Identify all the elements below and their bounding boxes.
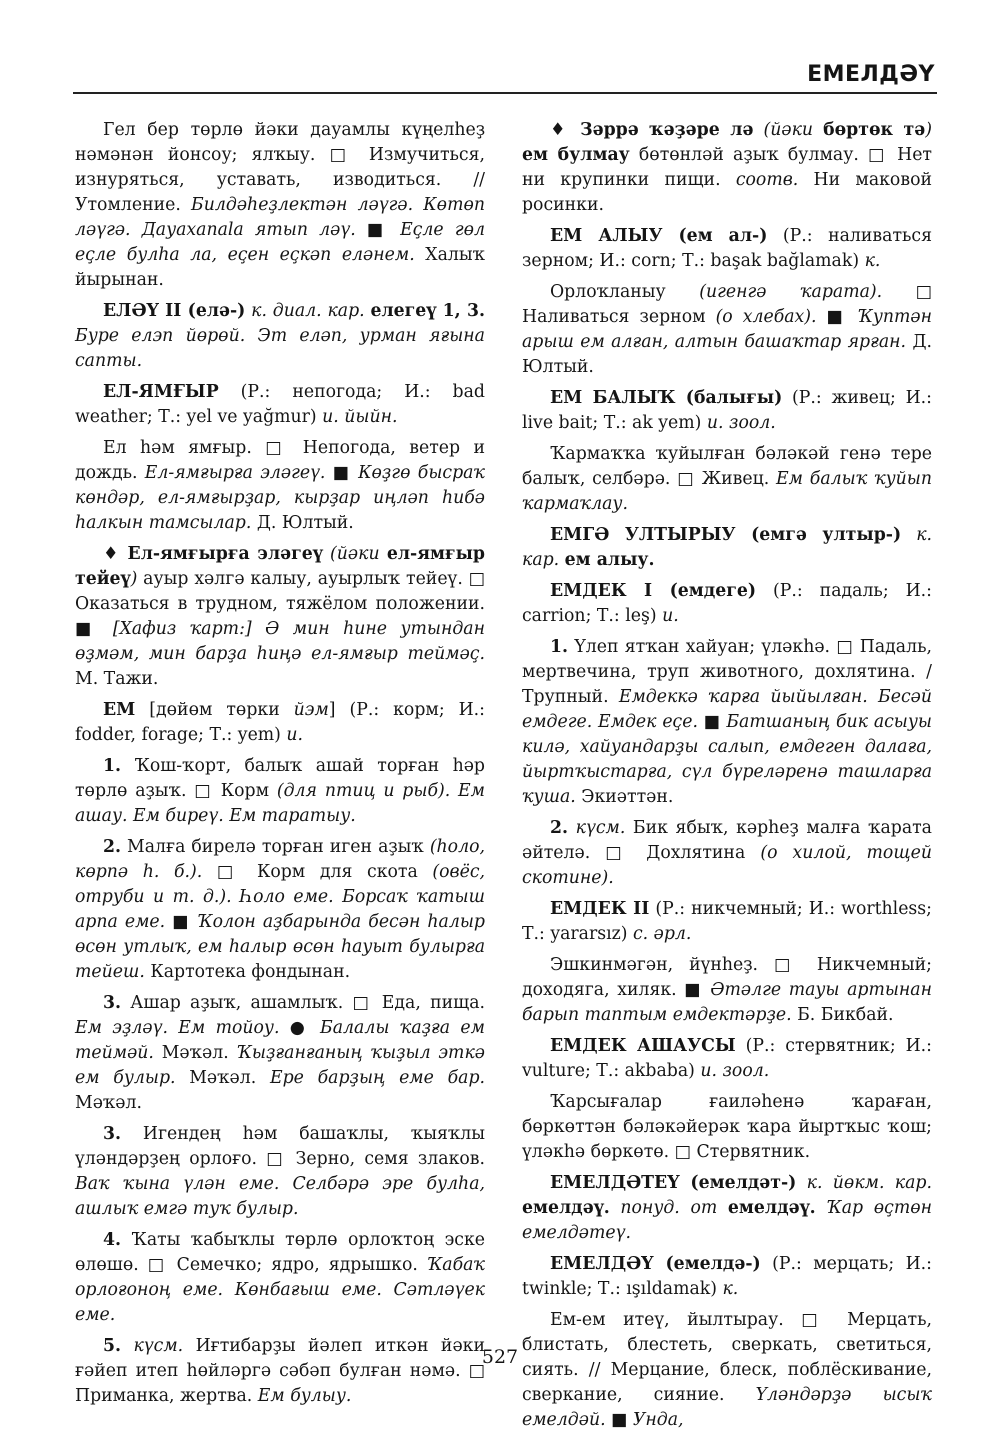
headword-text: 4. xyxy=(103,1230,122,1250)
headword-text: ЕМДЕК I (емдеге) xyxy=(550,581,757,601)
headword-text: ЕМДЕК АШАУСЫ xyxy=(550,1036,736,1056)
italic-text: Ем балыҡ ҡуйып ҡармаҡлау. xyxy=(522,469,932,514)
italic-text: и. xyxy=(286,725,304,745)
italic-text: Балалы ҡаҙға ем теймәй. xyxy=(75,1018,485,1063)
dictionary-entry xyxy=(75,754,485,829)
headword-text: ЕМ БАЛЫҠ (балығы) xyxy=(550,388,783,408)
headword-text: ЕМГӘ УЛТЫРЫУ (емгә ултыр-) xyxy=(550,525,902,545)
headword-text: ел-ямғыр тейеү xyxy=(75,544,485,589)
headword-text: ЕМДЕК II xyxy=(550,899,650,919)
body-text: (Р.: наливаться зерном; И.: corn; Т.: başak bağlamak) xyxy=(522,226,932,271)
body-text: (Р.: падаль; И.: carrion; Т.: leş) xyxy=(522,581,932,626)
headword-text: емелдәү. xyxy=(522,1198,610,1218)
italic-text: Көҙгө бысраҡ көндәр, ел-ямғырҙар, кырҙар иңләп һибә һалкын тамсылар. xyxy=(75,463,485,533)
italic-text: к. xyxy=(864,251,881,271)
italic-text: ) xyxy=(925,120,932,140)
body-text: ■ xyxy=(165,912,198,932)
italic-text: Ере барҙың еме бар. xyxy=(269,1068,485,1088)
italic-text: к. xyxy=(722,1279,739,1299)
body-text: Ел һәм ямғыр. □ Непогода, ветер и дождь. xyxy=(75,438,485,483)
italic-text: [Хафиз ҡарт:] Ә мин һине утындан өҙмәм, мин барҙа һиңә ел-ямғыр теймәҫ. xyxy=(75,619,485,664)
headword-text: ЕМЕЛДӘТЕҮ (емелдәт-) xyxy=(550,1173,797,1193)
dictionary-entry xyxy=(75,118,485,293)
dictionary-entry xyxy=(522,1252,932,1302)
headword-text: 1. xyxy=(103,756,122,776)
headword-text: емелдәү. xyxy=(727,1198,816,1218)
body-text: ♦ xyxy=(550,120,581,140)
headword-text: ем алыу. xyxy=(564,550,655,570)
page-number: 527 xyxy=(481,1346,519,1368)
italic-text: (для птиц и рыб). Ем ашау. Ем биреү. Ем таратыу. xyxy=(75,781,485,826)
italic-text: күсм. xyxy=(121,1336,184,1356)
dictionary-entry xyxy=(522,442,932,517)
dictionary-entry xyxy=(522,118,932,218)
body-text: М. Тажи. xyxy=(75,669,159,689)
dictionary-entry xyxy=(75,380,485,430)
body-text: ауыр хәлгә калыу, ауырлыҡ тейеү. □ Оказаться в трудном, тяжёлом положении. ■ xyxy=(75,569,485,639)
italic-text: (овёс, отруби и т. д.). Һоло еме. Борсаҡ ҡатыш арпа еме. xyxy=(75,862,485,932)
italic-text: Ваҡ ҡына үлән еме. Селбәрә эре булһа, ашлыҡ емгә туҡ булыр. xyxy=(75,1174,485,1219)
body-text: ♦ xyxy=(103,544,128,564)
italic-text: Ҡыҙғанғаның ҡыҙыл эткә ем булыр. xyxy=(75,1043,485,1088)
italic-text: Билдәһеҙлектән ләүгә. Көтөп ләүгә. Дауахanalа ятып ләү. xyxy=(75,195,485,240)
dictionary-entry xyxy=(522,1171,932,1246)
dictionary-entry xyxy=(522,224,932,274)
headword-text: ЕМЕЛДӘҮ (емелдә-) xyxy=(550,1254,761,1274)
headword-text: 3. xyxy=(103,1124,122,1144)
body-text: Д. Юлтый. xyxy=(251,513,354,533)
italic-text: Еҫле гөл еҫле булһа ла, еҫен еҫкәп еләнем. xyxy=(75,220,485,265)
italic-text: к. йөкм. кар. xyxy=(796,1173,932,1193)
italic-text: Ҡуптән арыш ем алған, алтын башаҡтар ярған. xyxy=(522,307,932,352)
headword-text: ЕЛ-ЯМҒЫР xyxy=(103,382,219,402)
body-text: ■ xyxy=(605,1410,633,1430)
italic-text: йэм xyxy=(293,700,329,720)
right-column xyxy=(522,118,932,1439)
body-text: □ Корм для скота xyxy=(202,862,433,882)
body-text: ■ xyxy=(816,307,858,327)
italic-text: Ҡабаҡ орлоғоноң еме. Көнбағыш еме. Сәтләүек еме. xyxy=(75,1255,485,1325)
dictionary-entry xyxy=(75,698,485,748)
dictionary-entry xyxy=(522,1090,932,1165)
body-text: Мәҡәл. xyxy=(153,1043,237,1063)
dictionary-entry xyxy=(522,1308,932,1433)
italic-text: Ем булыу. xyxy=(257,1386,352,1406)
body-text: Ни маковой росинки. xyxy=(522,170,932,215)
headword-text: 3. xyxy=(103,993,122,1013)
dictionary-entry xyxy=(75,1228,485,1328)
body-text: бөтөнләй аҙыҡ булмау. □ Нет ни крупинки пищи. xyxy=(522,145,932,190)
italic-text: Буре елэп йөрөй. Эт еләп, урман яғына сапты. xyxy=(75,326,485,371)
dictionary-entry xyxy=(75,299,485,374)
italic-text: к. кар. xyxy=(522,525,933,570)
body-text: ■ xyxy=(325,463,359,483)
headword-text: ЕМ xyxy=(103,700,136,720)
headword-text: 2. xyxy=(550,818,569,838)
body-text: Картотека фондынан. xyxy=(144,962,351,982)
body-text: Экиәттән. xyxy=(575,787,674,807)
body-text: Гел бер төрлө йәки дауамлы күңелһеҙ нәмәнән йонсоу; ялҡыу. □ Измучиться, изнуряться, уставать, изводиться. // Утомление. xyxy=(75,120,485,215)
dictionary-entry xyxy=(522,386,932,436)
headword-text: 1. xyxy=(550,637,569,657)
body-text: ■ xyxy=(697,712,727,732)
body-text: Малға бирелә торған иген аҙыҡ xyxy=(121,837,430,857)
italic-text: с. әрл. xyxy=(632,924,692,944)
dictionary-entry xyxy=(522,953,932,1028)
dictionary-entry xyxy=(522,897,932,947)
italic-text: понуд. от xyxy=(609,1198,728,1218)
body-text: Эшкинмәгән, йүнһеҙ. □ Никчемный; доходяга, хиляк. ■ xyxy=(522,955,932,1000)
running-head: ЕМЕЛДӘҮ xyxy=(807,62,935,87)
dictionary-entry xyxy=(75,542,485,692)
body-text: Ем-ем итеү, йылтырау. □ Мерцать, блистать, блестеть, сверкать, светиться, сиять. // Мерцание, блеск, поблёскивание, сверкание, сияние. xyxy=(522,1310,932,1405)
body-text: Ҡармаҡҡа ҡуйылған бәләкәй генә тере балыҡ, селбәрә. □ Живец. xyxy=(522,444,932,489)
body-text: ■ xyxy=(355,220,401,240)
italic-text: Үләндәрҙә ысыҡ емелдәй. xyxy=(522,1385,932,1430)
dictionary-entry xyxy=(522,579,932,629)
italic-text: (һоло, көрпә һ. б.). xyxy=(75,837,485,882)
italic-text: и. зоол. xyxy=(700,1061,770,1081)
body-text: Б. Бикбай. xyxy=(791,1005,894,1025)
left-column xyxy=(75,118,485,1415)
body-text: ] (Р.: корм; И.: fodder, forage; Т.: yem) xyxy=(75,700,485,745)
body-text: Орлоҡланыу xyxy=(550,282,700,302)
italic-text: Ҡолон аҙбарында бесән һалыр өсөн утлыҡ, ем һалыр өсөн һауыт булырға тейеш. xyxy=(75,912,485,982)
headword-text: ЕЛӘҮ II (елә-) xyxy=(103,301,246,321)
headword-text: 5. xyxy=(103,1336,122,1356)
dictionary-entry xyxy=(522,635,932,810)
italic-text: и. xyxy=(662,606,679,626)
body-text: Ҡарсығалар ғаиләһенә ҡараған, бөркөттән бәләкәйерәк ҡара йыртҡыс ҡош; үләкһә бөркөтө. □ Стервятник. xyxy=(522,1092,932,1162)
dictionary-entry xyxy=(522,1034,932,1084)
body-text: Бик ябыҡ, кәрһеҙ малға ҡарата әйтелә. □ Дохлятина xyxy=(522,818,932,863)
body-text: □ Наливаться зерном xyxy=(522,282,933,327)
italic-text: и. йыйн. xyxy=(322,407,398,427)
italic-text: Ем эҙләү. Ем тойоу. xyxy=(75,1018,280,1038)
dictionary-entry xyxy=(522,816,932,891)
dictionary-entry xyxy=(75,991,485,1116)
headword-text: 2. xyxy=(103,837,122,857)
italic-text: (о хлебах). xyxy=(715,307,817,327)
italic-text: Батшаның бик асыуы килә, хайуандарҙы салып, емдеген далаға, йыртҡыстарға, сүл бүреләренә ташларға ҡуша. xyxy=(522,712,932,807)
headword-text: Ел-ямғырға эләгеү xyxy=(127,544,323,564)
italic-text: к. диал. кар. xyxy=(245,301,371,321)
italic-text: Унда, xyxy=(632,1410,684,1430)
body-text: (Р.: непогода; И.: bad weather; Т.: yel ve yağmur) xyxy=(75,382,485,427)
italic-text: (йәки xyxy=(322,544,387,564)
italic-text: (йәки xyxy=(753,120,824,140)
body-text: Игендең һәм башаҡлы, ҡыяҡлы үләндәрҙең орлоғо. □ Зерно, семя злаков. xyxy=(75,1124,485,1169)
body-text: Халыҡ йырынан. xyxy=(75,245,485,290)
italic-text: Емдеккә ҡарға йыйылған. Бесәй емдеге. Емдек еҫе. xyxy=(522,687,932,732)
body-text: ● xyxy=(279,1018,321,1038)
body-text: Мәҡәл. xyxy=(175,1068,270,1088)
italic-text: (игенгә ҡарата). xyxy=(699,282,883,302)
headword-text: ем булмау xyxy=(522,145,630,165)
italic-text: и. зоол. xyxy=(706,413,776,433)
headword-text: Зәррә ҡәҙәре лә xyxy=(580,120,754,140)
dictionary-entry xyxy=(522,280,932,380)
headword-text: ЕМ АЛЫУ (ем ал-) xyxy=(550,226,768,246)
body-text: (Р.: живец; И.: live bait; Т.: ak yem) xyxy=(522,388,932,433)
italic-text: Ел-ямғырға эләгеү. xyxy=(144,463,326,483)
body-text: (Р.: никчемный; И.: worthless; Т.: yararsız) xyxy=(522,899,932,944)
body-text: Мәҡәл. xyxy=(75,1093,143,1113)
italic-text: күсм. xyxy=(568,818,626,838)
dictionary-entry xyxy=(75,835,485,985)
dictionary-entry xyxy=(522,523,932,573)
italic-text: ) xyxy=(130,569,138,589)
headword-text: елегеү 1, 3. xyxy=(370,301,486,321)
header-rule xyxy=(73,92,937,94)
body-text: Ашар аҙыҡ, ашамлыҡ. □ Еда, пища. xyxy=(121,993,485,1013)
body-text: (Р.: стервятник; И.: vulture; Т.: akbaba) xyxy=(522,1036,932,1081)
italic-text: Әтәлге тауы артынан барып таптым емдектәрҙе. xyxy=(522,980,932,1025)
headword-text: бөртөк тә xyxy=(823,120,926,140)
body-text: Д. Юлтый. xyxy=(522,332,932,377)
italic-text: (о хилой, тощей скотине). xyxy=(522,843,932,888)
body-text: Ҡаты ҡабыҡлы төрлө орлоҡтоң эске өлөшө. □ Семечко; ядро, ядрышко. xyxy=(75,1230,485,1275)
italic-text: Ҡар өҫтөн емелдәтеү. xyxy=(522,1198,932,1243)
body-text: Иғтибарҙы йәлеп иткән йәки ғәйеп итеп һөйләргә сәбәп булған нәмә. □ Приманка, жертва. xyxy=(75,1336,485,1406)
body-text: [дөйөм төрки xyxy=(135,700,294,720)
italic-text: соотв. xyxy=(735,170,799,190)
body-text: Ҡош-ҡорт, балыҡ ашай торған һәр төрлө аҙыҡ. □ Корм xyxy=(75,756,485,801)
dictionary-entry xyxy=(75,436,485,536)
body-text: (Р.: мерцать; И.: twinkle; Т.: ışıldamak) xyxy=(522,1254,932,1299)
dictionary-entry xyxy=(75,1122,485,1222)
body-text: Үлеп ятҡан хайуан; үләкһә. □ Падаль, мертвечина, труп животного, дохлятина. / Трупный. xyxy=(522,637,932,707)
